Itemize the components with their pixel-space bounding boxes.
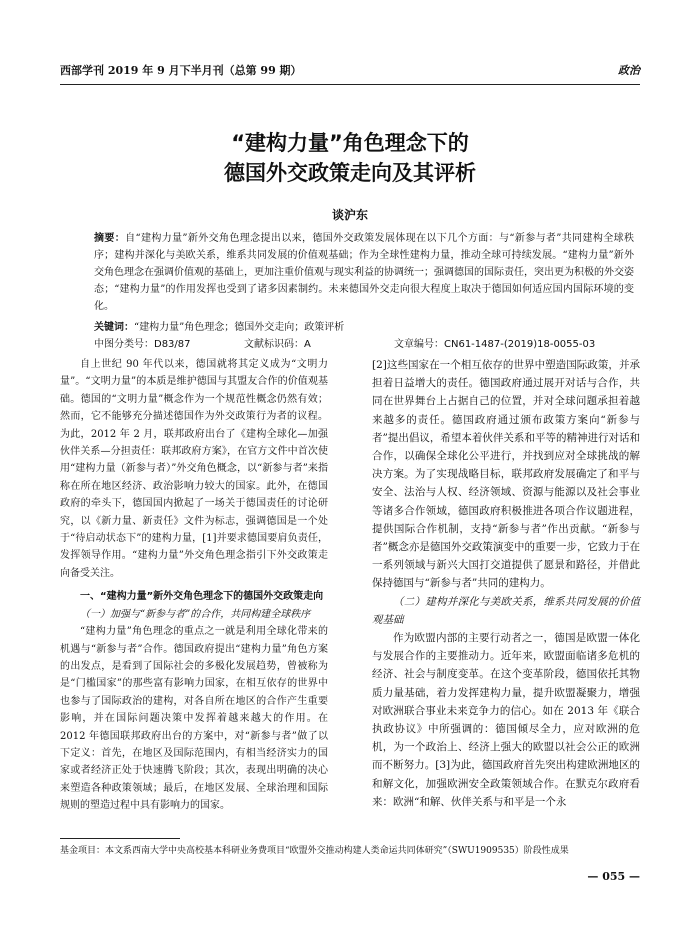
keywords: [94, 320, 634, 336]
journal-info: 西部学刊 2019 年 9 月下半月刊（总第 99 期）: [60, 64, 302, 77]
abstract-label: 摘要：: [94, 233, 126, 244]
keywords-text: “建构力量”角色理念；德国外交走向；政策评析: [134, 322, 345, 333]
keywords-label: 关键词：: [94, 322, 134, 333]
body-column-right: [372, 356, 640, 811]
funding-footnote: 基金项目：本文系西南大学中央高校基本科研业务费项目“欧盟外交推动构建人类命运共同体研究”（SWU1909535）阶段性成果: [60, 846, 569, 856]
section-1-paragraph-2: [2]这些国家在一个相互依存的世界中塑造国际政策，并承担着日益增大的责任。德国政府通过展开对话与合作，共同在世界舞台上占据自己的位置，并对全球问题承担着越来越多的责任。德国政府通过颁布政策方案向“新参与者”提出倡议，希望本着伙伴关系和平等的精神进行对话和合作，以确保全球化公平进行，并找到应对全球挑战的解决方案。为了实现战略目标，联邦政府发展确定了和平与安全、法治与人权、经济领域、资源与能源以及社会事业等诸多合作领域，德国政府积极推进各项合作议题进程，提供国际合作机制，支持“新参与者”作出贡献。“新参与者”概念亦是德国外交政策演变中的重要一步，它致力于在一系列领域与新兴大国打交道提供了愿景和路径，并借此保持德国与“新参与者”共同的建构力。: [372, 359, 640, 590]
abstract-text: 自“建构力量”新外交角色理念提出以来，德国外交政策发展体现在以下几个方面：与“新参与者”共同建构全球秩序；建构并深化与美欧关系，维系共同发展的价值观基础；作为全球性建构力量，推动全球可持续发展。“建构力量”新外交角色理念在强调价值观的基础上，更加注重价值观与现实利益的协调统一；强调德国的国际责任，突出更为积极的外交姿态；“建构力量”的作用发挥也受到了诸多因素制约。未来德国外交走向很大程度上取决于德国如何适应国内国际环境的变化。: [94, 233, 634, 312]
abstract: [94, 230, 634, 315]
footnote-rule: [60, 838, 180, 839]
section-1-paragraph-1: “建构力量”角色理念的重点之一就是利用全球化带来的机遇与“新参与者”合作。德国政府提出“建构力量”角色方案的出发点，是看到了国际社会的多极化发展趋势，曾被称为是“门槛国家”的那些富有影响力国家，在相互依存的世界中也参与了国际政治的建构，对各自所在地区的合作产生重要影响，并在国际问题决策中发挥着越来越大的作用。在 2012 年德国联邦政府出台的方案中，对“新参与者”做了以下定义：首先，在地区及国际范围内，有相当经济实力的国家或者经济正处于快速腾飞阶段；其次，表现出明确的决心来塑造各种政策领域；最后，在地区发展、全球治理和国际规则的塑造过程中具有影响力的国家。: [60, 626, 328, 812]
running-header: [60, 62, 640, 80]
clc-number: 中图分类号：D83/87: [94, 339, 191, 350]
intro-paragraph: 自上世纪 90 年代以来，德国就将其定义成为“文明力量”。“文明力量”的本质是维护德国与其盟友合作的价值观基础。德国的“文明力量”概念作为一个规范性概念仍然有效；然而，它不能够充分描述德国作为外交政策行为者的议程。为此，2012 年 2 月，联邦政府出台了《建构全球化—加强伙伴关系—分担责任：联邦政府方案》，在官方文件中首次使用“建构力量（新参与者）”外交角色概念，以“新参与者”来指称在所在地区经济、政治影响力较大的国家。此外，在德国政府的牵头下，德国国内掀起了一场关于德国责任的讨论研究，以《新力量、新责任》文件为标志，强调德国是一个处于“待启动状态下”的建构力量，[1]并要求德国要肩负责任，发挥领导作用。“建构力量”外交角色理念指引下外交政策走向备受关注。: [60, 359, 328, 579]
section-1-paragraph-3: 作为欧盟内部的主要行动者之一，德国是欧盟一体化与发展合作的主要推动力。近年来，欧盟面临诸多危机的经济、社会与制度变革。在这个变革阶段，德国依托其物质力量基础，着力发挥建构力量，提升欧盟凝聚力，增强对欧洲联合事业未来竞争力的信心。如在 2013 年《联合执政协议》中所强调的：德国倾尽全力，应对欧洲的危机，为一个政治上、经济上强大的欧盟以社会公正的欧洲而不断努力。[3]为此，德国政府首先突出构建欧洲地区的和解文化，加强欧洲安全政策领域合作。在默克尔政府看来：欧洲“和解、伙伴关系与和平是一个永: [372, 632, 640, 808]
document-code: 文献标识码：A: [244, 339, 311, 350]
classification-line: [94, 335, 634, 351]
subsection-2-heading: （二）建构并深化与美欧关系，维系共同发展的价值观基础: [372, 595, 640, 626]
title-line-2: 德国外交政策走向及其评析: [224, 161, 476, 185]
title-line-1: “建构力量”角色理念下的: [231, 131, 469, 155]
header-rule: [60, 84, 640, 85]
section-1-heading: 一、“建构力量”新外交角色理念下的德国外交政策走向: [80, 591, 324, 603]
author-name: 谈沪东: [331, 208, 368, 222]
subsection-1-heading: （一）加强与“新参与者”的合作，共同构建全球秩序: [80, 608, 311, 620]
article-number: 文章编号：CN61-1487-(2019)18-0055-03: [394, 339, 596, 350]
section-label: 政治: [618, 64, 640, 77]
article-title: [0, 128, 700, 188]
body-column-left: [60, 356, 328, 815]
page-number: — 055 —: [587, 870, 640, 883]
